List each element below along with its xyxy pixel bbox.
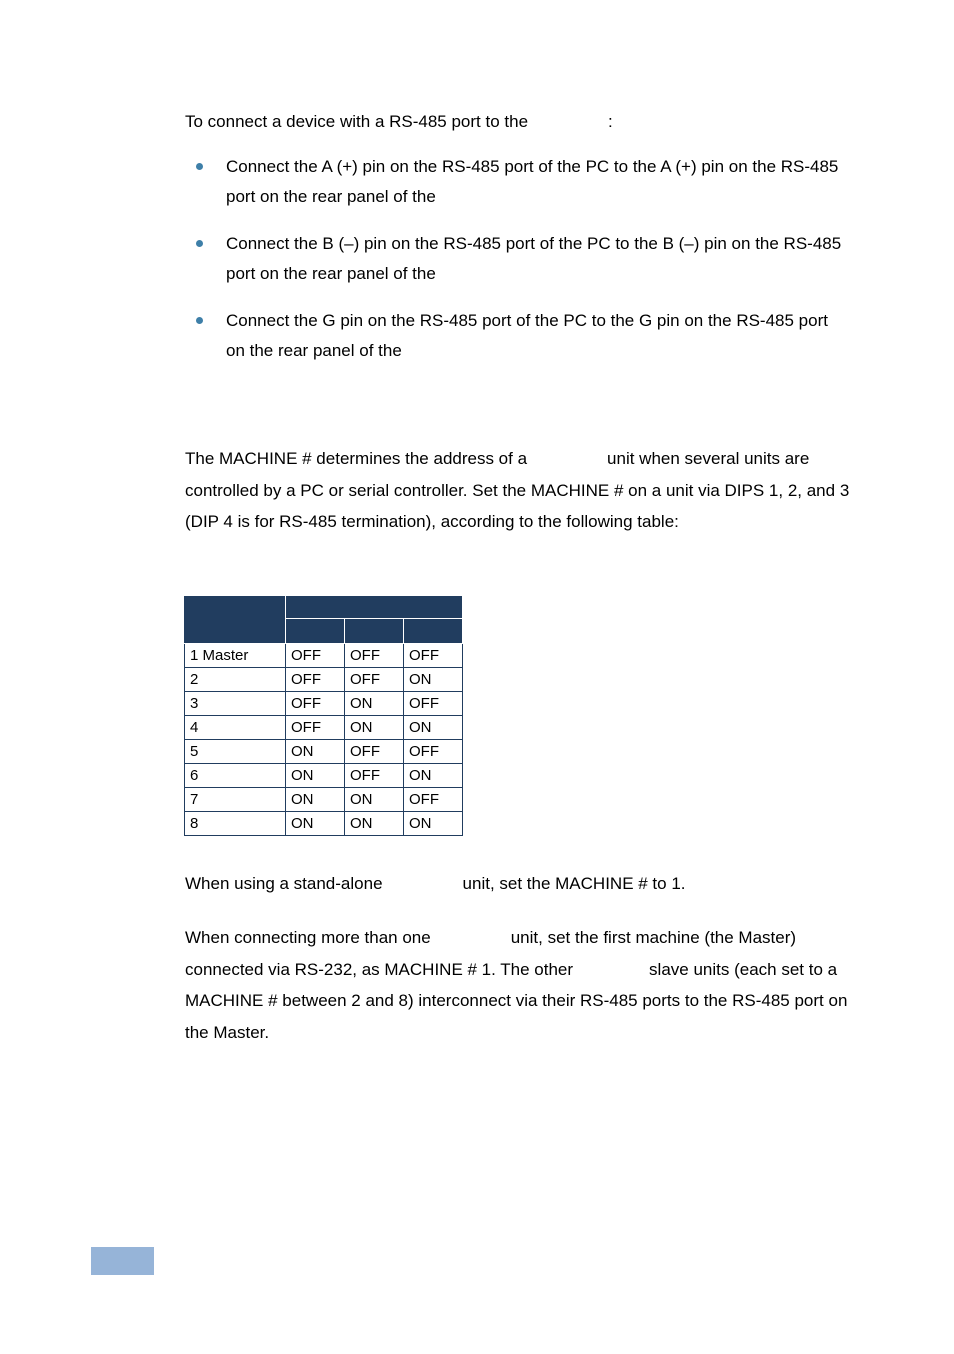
table-cell: 5	[185, 740, 286, 764]
multiple-units-paragraph: When connecting more than one unit, set the first machine (the Master) connected via RS-232, as MACHINE # 1. The other slave units (each set to a MACHINE # between 2 and 8) interconnect via their RS-485 ports to the RS-485 port on the Master.	[185, 928, 848, 1042]
table-cell: ON	[286, 764, 345, 788]
table-cell: 6	[185, 764, 286, 788]
table-cell: 4	[185, 716, 286, 740]
table-cell: ON	[404, 812, 463, 836]
table-row	[185, 740, 463, 764]
table-cell: OFF	[404, 692, 463, 716]
dip-switch-table	[184, 595, 463, 836]
bullet-icon	[196, 240, 203, 247]
table-cell: OFF	[345, 740, 404, 764]
page-number-tab	[91, 1247, 154, 1275]
table-header-cell	[404, 619, 463, 644]
bullet-icon	[196, 317, 203, 324]
table-cell: ON	[345, 812, 404, 836]
table-cell: OFF	[286, 644, 345, 668]
list-item: Connect the B (–) pin on the RS-485 port of the PC to the B (–) pin on the RS-485 port on the rear panel of the	[185, 229, 845, 289]
table-row	[185, 812, 463, 836]
table-cell: OFF	[286, 716, 345, 740]
table-cell: ON	[404, 764, 463, 788]
table-cell: OFF	[345, 644, 404, 668]
table-row	[185, 764, 463, 788]
table-header-cell	[286, 619, 345, 644]
table-row	[185, 668, 463, 692]
table-cell: ON	[404, 716, 463, 740]
standalone-paragraph: When using a stand-alone unit, set the MACHINE # to 1.	[185, 874, 686, 893]
table-cell: OFF	[404, 788, 463, 812]
table-cell: 7	[185, 788, 286, 812]
table-cell: ON	[404, 668, 463, 692]
table-cell: OFF	[404, 644, 463, 668]
table-cell: ON	[286, 788, 345, 812]
table-cell: OFF	[286, 668, 345, 692]
table-cell: 1 Master	[185, 644, 286, 668]
intro-text: To connect a device with a RS-485 port to the :	[185, 112, 613, 131]
table-row	[185, 716, 463, 740]
table-cell: OFF	[345, 668, 404, 692]
table-row	[185, 788, 463, 812]
list-item: Connect the G pin on the RS-485 port of the PC to the G pin on the RS-485 port on the rear panel of the	[185, 306, 845, 366]
bullet-icon	[196, 163, 203, 170]
table-cell: OFF	[404, 740, 463, 764]
table-cell: ON	[345, 692, 404, 716]
table-cell: ON	[345, 716, 404, 740]
table-cell: 2	[185, 668, 286, 692]
table-cell: 3	[185, 692, 286, 716]
connection-steps-list	[185, 152, 845, 383]
table-header-cell	[185, 596, 286, 644]
table-cell: ON	[345, 788, 404, 812]
table-row	[185, 644, 463, 668]
table-cell: ON	[286, 812, 345, 836]
machine-number-paragraph: The MACHINE # determines the address of a unit when several units are controlled by a PC or serial controller. Set the MACHINE # on a unit via DIPS 1, 2, and 3 (DIP 4 is for RS-485 termination), according to the following table:	[185, 449, 850, 531]
table-cell: OFF	[286, 692, 345, 716]
table-header-cell	[286, 596, 463, 619]
table-cell: ON	[286, 740, 345, 764]
table-row	[185, 692, 463, 716]
table-cell: OFF	[345, 764, 404, 788]
list-item: Connect the A (+) pin on the RS-485 port of the PC to the A (+) pin on the RS-485 port on the rear panel of the	[185, 152, 845, 212]
table-cell: 8	[185, 812, 286, 836]
table-header-cell	[345, 619, 404, 644]
